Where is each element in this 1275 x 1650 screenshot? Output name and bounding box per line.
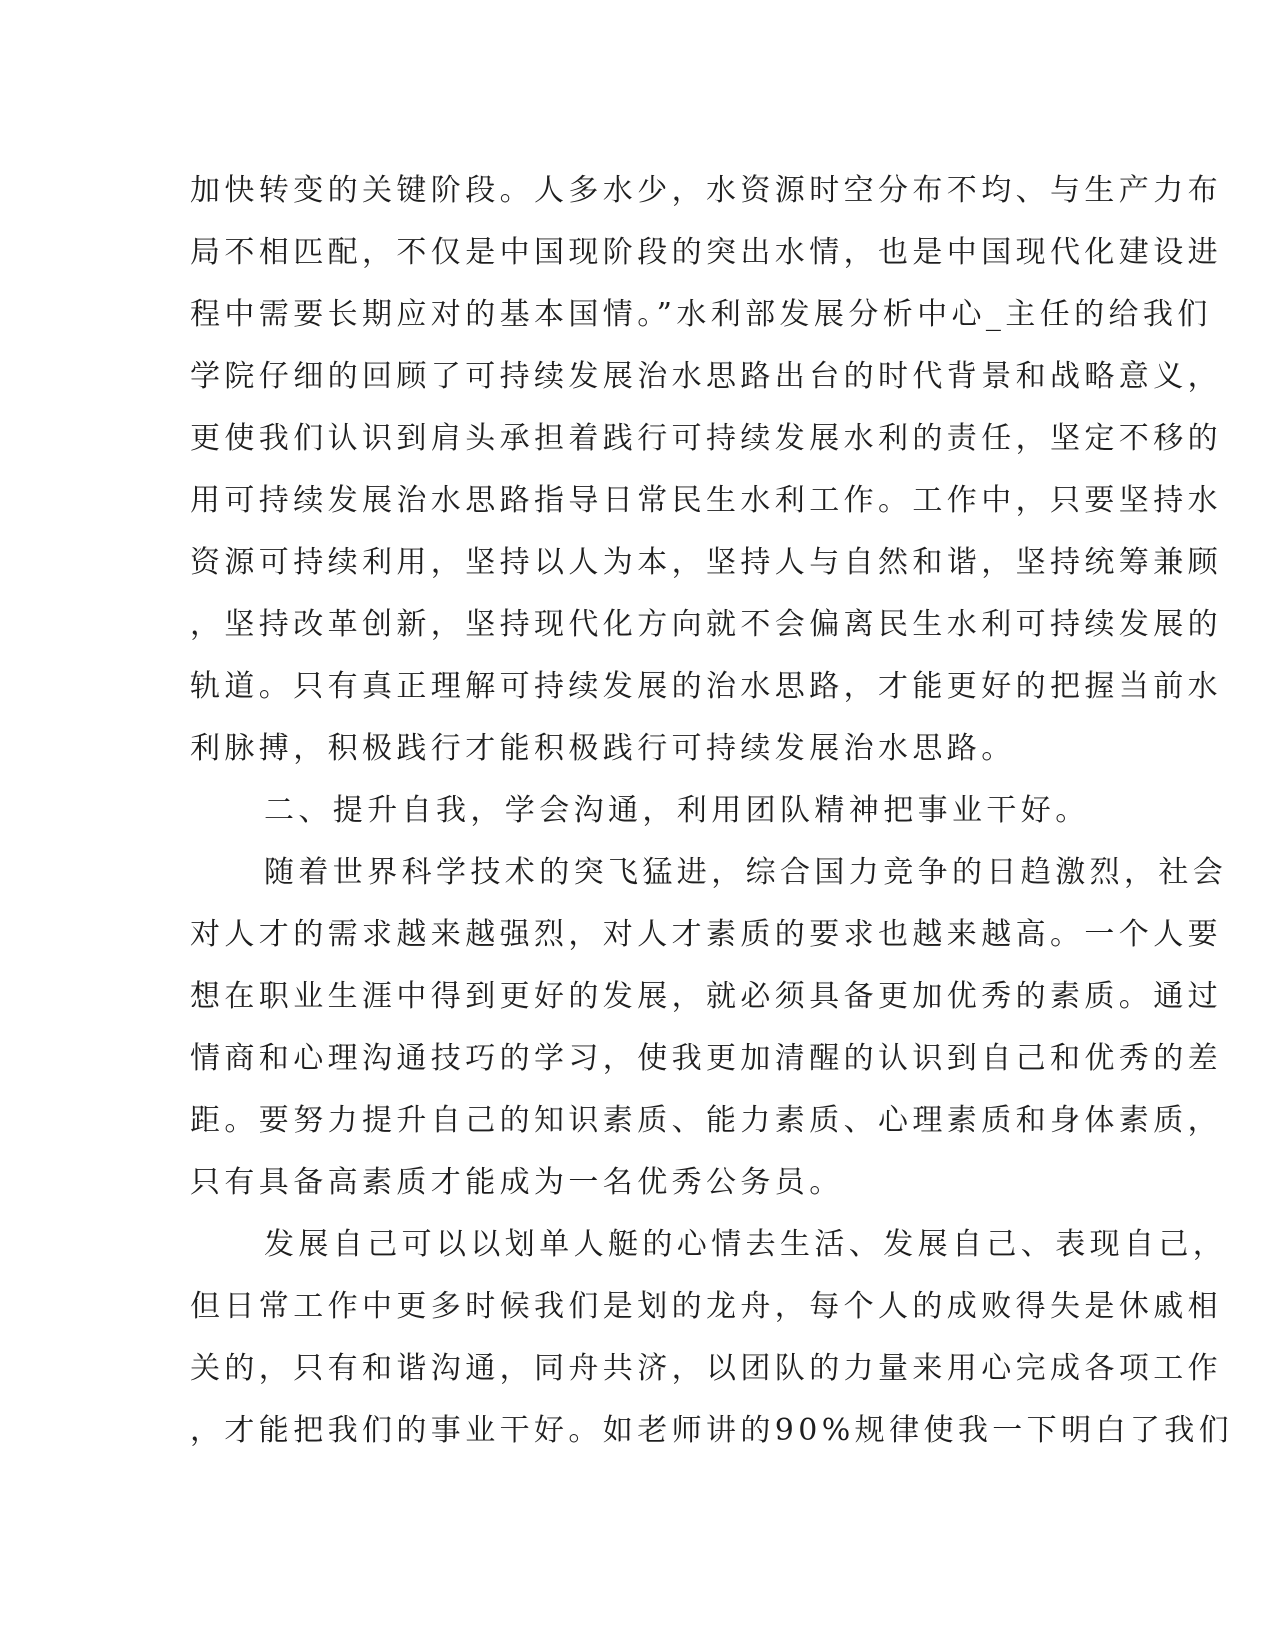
paragraph-line: 只有具备高素质才能成为一名优秀公务员。 [190,1165,844,1200]
paragraph-line: 轨道。只有真正理解可持续发展的治水思路，才能更好的把握当前水 [190,669,1222,704]
paragraph-line: 随着世界科学技术的突飞猛进，综合国力竞争的日趋激烈，社会 [264,855,1228,890]
paragraph-line: 发展自己可以以划单人艇的心情去生活、发展自己、表现自己， [264,1227,1228,1262]
paragraph-line: 但日常工作中更多时候我们是划的龙舟，每个人的成败得失是休戚相 [190,1289,1222,1324]
section-heading: 二、提升自我，学会沟通，利用团队精神把事业干好。 [264,793,1090,828]
paragraph-line: 利脉搏，积极践行才能积极践行可持续发展治水思路。 [190,731,1016,766]
paragraph-line: 程中需要长期应对的基本国情。”水利部发展分析中心_主任的给我们 [190,297,1212,332]
paragraph-line: ，才能把我们的事业干好。如老师讲的90%规律使我一下明白了我们 [190,1413,1234,1448]
paragraph-line: 学院仔细的回顾了可持续发展治水思路出台的时代背景和战略意义， [190,359,1222,394]
paragraph-line: 对人才的需求越来越强烈，对人才素质的要求也越来越高。一个人要 [190,917,1222,952]
paragraph-line: 更使我们认识到肩头承担着践行可持续发展水利的责任，坚定不移的 [190,421,1222,456]
paragraph-line: 用可持续发展治水思路指导日常民生水利工作。工作中，只要坚持水 [190,483,1222,518]
paragraph-line: 情商和心理沟通技巧的学习，使我更加清醒的认识到自己和优秀的差 [190,1041,1222,1076]
paragraph-line: 想在职业生涯中得到更好的发展，就必须具备更加优秀的素质。通过 [190,979,1222,1014]
paragraph-line: 局不相匹配，不仅是中国现阶段的突出水情，也是中国现代化建设进 [190,235,1222,270]
paragraph-line: ，坚持改革创新，坚持现代化方向就不会偏离民生水利可持续发展的 [190,607,1222,642]
document-body [190,160,1234,1462]
paragraph-line: 关的，只有和谐沟通，同舟共济，以团队的力量来用心完成各项工作 [190,1351,1222,1386]
paragraph-line: 资源可持续利用，坚持以人为本，坚持人与自然和谐，坚持统筹兼顾 [190,545,1222,580]
paragraph-line: 距。要努力提升自己的知识素质、能力素质、心理素质和身体素质， [190,1103,1222,1138]
paragraph-line: 加快转变的关键阶段。人多水少，水资源时空分布不均、与生产力布 [190,173,1222,208]
